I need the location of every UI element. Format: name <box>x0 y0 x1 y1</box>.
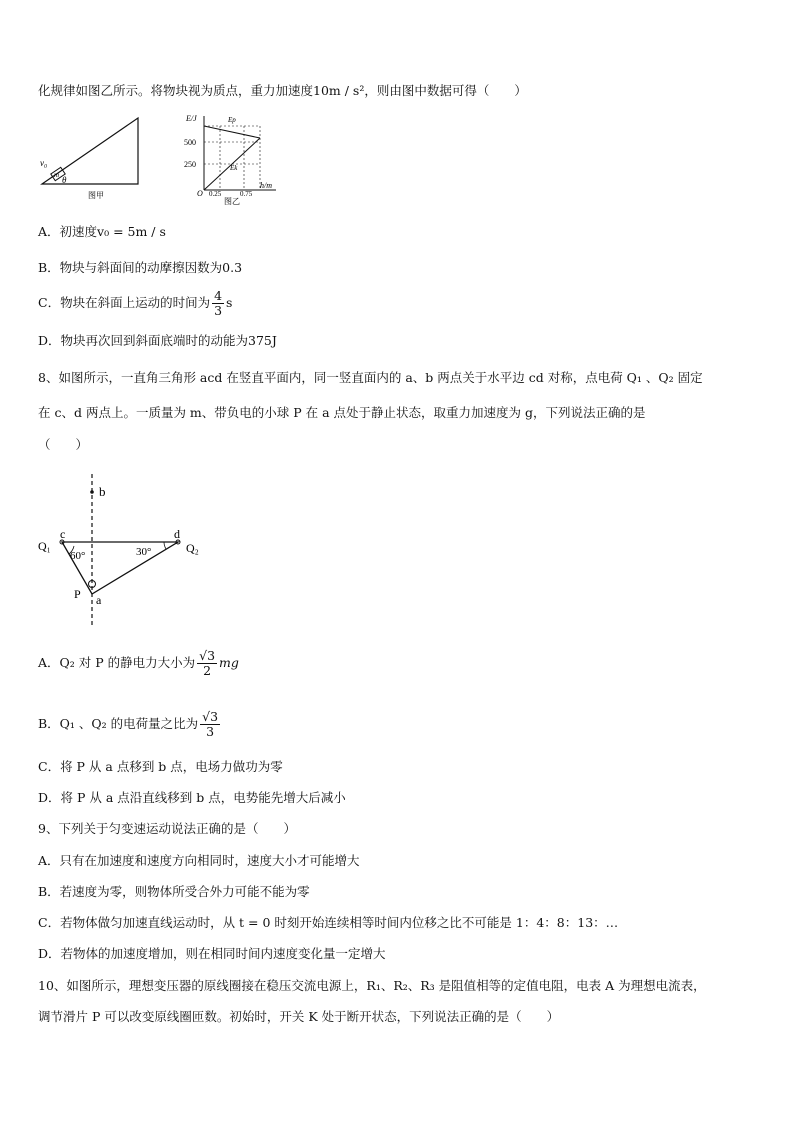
unit: s <box>226 295 233 310</box>
x-axis-label: h/m <box>260 181 272 190</box>
q7-option-d: D．物块再次回到斜面底端时的动能为375J <box>38 333 277 348</box>
q8-stem-line-2: 在 c、d 两点上。一质量为 m、带负电的小球 P 在 a 点处于静止状态，取重力加速度为 g，下列说法正确的是 <box>38 405 646 420</box>
q7-stem-tail: 化规律如图乙所示。将物块视为质点，重力加速度10m / s²，则由图中数据可得（ ） <box>38 83 527 98</box>
x-tick-025: 0.25 <box>209 190 222 198</box>
q7-option-c <box>38 289 232 318</box>
angle-d: 30° <box>136 546 152 558</box>
point-b <box>90 490 94 494</box>
q9-option-a: A．只有在加速度和速度方向相同时，速度大小才可能增大 <box>38 853 360 868</box>
figure-yi <box>180 112 280 206</box>
label-a: a <box>96 593 102 607</box>
label-b: b <box>99 484 106 499</box>
y-tick-500: 500 <box>184 138 196 147</box>
theta-label: θ <box>62 175 67 185</box>
y-axis-label: E/J <box>186 114 197 123</box>
x-tick-075: 0.75 <box>240 190 253 198</box>
q8-stem-line-1: 8、如图所示，一直角三角形 acd 在竖直平面内，同一竖直面内的 a、b 两点关于水平边 cd 对称，点电荷 Q₁ 、Q₂ 固定 <box>38 370 703 385</box>
label-p: P <box>74 587 81 601</box>
fraction-denominator: 2 <box>203 663 212 678</box>
q9-option-d: D．若物体的加速度增加，则在相同时间内速度变化量一定增大 <box>38 946 386 961</box>
v0-label: v₀ <box>40 158 48 168</box>
fraction <box>200 710 220 739</box>
figure-q8-triangle <box>36 470 226 630</box>
q9-stem: 9、下列关于匀变速运动说法正确的是（ ） <box>38 821 296 836</box>
q8-option-b-text: B．Q₁ 、Q₂ 的电荷量之比为 <box>38 716 199 731</box>
q10-stem-line-1: 10、如图所示，理想变压器的原线圈接在稳压交流电源上，R₁、R₂、R₃ 是阻值相等的定值电阻，电表 A 为理想电流表， <box>38 978 706 993</box>
m-label: m <box>54 171 60 179</box>
q10-stem-line-2: 调节滑片 P 可以改变原线圈匝数。初始时，开关 K 处于断开状态，下列说法正确的是（ ） <box>38 1009 560 1024</box>
fraction-denominator: 3 <box>214 303 223 318</box>
fraction-numerator: √3 <box>199 648 216 663</box>
q7-option-b: B．物块与斜面间的动摩擦因数为0.3 <box>38 260 243 275</box>
mg-term: mg <box>219 655 239 670</box>
figure-jia <box>38 112 148 204</box>
q8-option-b <box>38 710 222 739</box>
fraction-numerator: 4 <box>214 288 223 303</box>
y-tick-250: 250 <box>184 160 196 169</box>
q8-stem-line-3: （ ） <box>38 437 89 452</box>
ek-label: Ek <box>230 164 238 172</box>
q7-option-a: A．初速度v₀ = 5m / s <box>38 224 166 239</box>
q8-option-a-text: A．Q₂ 对 P 的静电力大小为 <box>38 655 196 670</box>
angle-c: 60° <box>70 550 86 562</box>
q7-option-c-text: C．物块在斜面上运动的时间为 <box>38 295 211 310</box>
q8-option-a <box>38 649 239 678</box>
fraction-numerator: √3 <box>202 709 219 724</box>
ep-line <box>204 126 260 138</box>
caption-jia: 图甲 <box>88 191 104 200</box>
ep-label: Ep <box>228 116 236 124</box>
label-c: c <box>60 527 66 541</box>
q9-option-c: C．若物体做匀加速直线运动时，从 t = 0 时刻开始连续相等时间内位移之比不可能是 1：4：8：13：… <box>38 915 619 930</box>
fraction <box>197 649 217 678</box>
label-q1: Q₁ <box>38 539 51 553</box>
fraction-denominator: 3 <box>206 724 215 739</box>
q8-option-c: C．将 P 从 a 点移到 b 点，电场力做功为零 <box>38 759 283 774</box>
q9-option-b: B．若速度为零，则物体所受合外力可能不能为零 <box>38 884 310 899</box>
fraction <box>212 289 224 318</box>
x-tick-origin: O <box>197 189 203 198</box>
q8-option-d: D．将 P 从 a 点沿直线移到 b 点，电势能先增大后减小 <box>38 790 346 805</box>
label-d: d <box>174 527 180 541</box>
label-q2: Q₂ <box>186 541 199 555</box>
caption-yi: 图乙 <box>224 197 240 206</box>
